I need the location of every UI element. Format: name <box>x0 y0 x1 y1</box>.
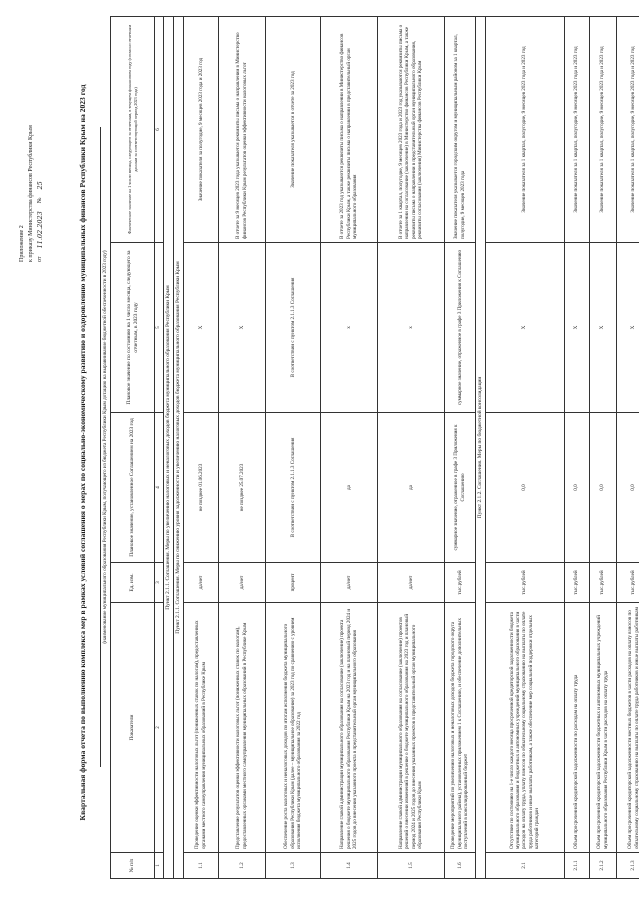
row-unit: да/нет <box>320 563 377 603</box>
index-cell: 1 <box>155 853 164 879</box>
document-title: Квартальная форма отчета по выполнению комплекса мер в рамках условий соглашения о мерах по социально-экономическому развитию и оздоровлению муниципальных финансов Республики Крым на 2023 год <box>78 84 87 821</box>
index-cell: 4 <box>155 413 164 563</box>
row-number: 2.1.1 <box>564 853 589 879</box>
row-unit: тыс.рублей <box>589 563 616 603</box>
row-planned: не позднее 25.07.2023 <box>218 413 265 563</box>
row-unit: да/нет <box>218 563 265 603</box>
number-prefix: № <box>37 197 44 204</box>
number-value: 25 <box>36 181 44 190</box>
table-row <box>616 17 639 879</box>
row-planned: 0,0 <box>564 413 589 563</box>
row-actual: Значение показателя указывается в отчете за 2023 год <box>265 17 320 243</box>
row-actual: Значение показателя за 1 квартал, полугодие, 9 месяцев 2023 года и 2023 год <box>589 17 616 243</box>
row-number: 2.1.2 <box>589 853 616 879</box>
row-planned: В соответствии с пунктом 2.1.1.3 Соглашения <box>265 413 320 563</box>
row-planned: не позднее 01.06.2023 <box>183 413 218 563</box>
row-unit: да/нет <box>377 563 444 603</box>
row-actual: Значение показателя за 1 квартал, полугодие, 9 месяцев 2023 года и 2023 год <box>485 17 564 243</box>
row-unit: тыс.рублей <box>564 563 589 603</box>
section-2-heading: Пункт 2.1.2. Соглашения. Меры по бюджетной консолидации <box>475 17 485 879</box>
row-indicator: Представление результатов оценки эффективности налоговых льгот (пониженных ставок по налогам), предоставленных органами местного самоуправления муниципальных образований в Республике Крым <box>218 603 265 853</box>
row-indicator: Объем просроченной кредиторской задолженности по расходам на оплату труда <box>564 603 589 853</box>
subsection-1-heading: Пункт 2.1.1. Соглашения. Меры по снижению уровня задолженности и увеличению налоговых доходов бюджета муниципального образования Республики Крым <box>174 17 184 879</box>
row-number: 2.1.3 <box>616 853 639 879</box>
row-previous: Х <box>485 243 564 413</box>
row-actual: Значение показателя за полугодие, 9 месяцев 2023 года и 2023 год <box>183 17 218 243</box>
row-actual: В отчете за 9 месяцев 2023 года указывается реквизиты письма о направлении в Министерство финансов Республики Крым результатов оценки эффективности налоговых льгот <box>218 17 265 243</box>
row-indicator: Проведение мероприятий по увеличению налоговых и неналоговых доходов бюджета городского округа (муниципального района), установленных приложением 1 к Соглашению, и обеспечение дополнительных поступлений в консолидированный бюджет <box>444 603 475 853</box>
row-actual: Значение показателя за 1 квартал, полугодие, 9 месяцев 2023 года и 2023 год <box>564 17 589 243</box>
row-number: 2.1 <box>485 853 564 879</box>
row-indicator: Объем просроченной кредиторской задолженности бюджетных и автономных муниципальных учреждений муниципального образования Республики Крым в части расходов на оплату труда <box>589 603 616 853</box>
section-row <box>475 17 485 879</box>
row-number: 1.1 <box>183 853 218 879</box>
row-unit: тыс.рублей <box>616 563 639 603</box>
header-planned: Плановое значение, установленное Соглашением на 2023 год <box>111 413 155 563</box>
row-indicator: Направление главой администрации муниципального образования на согласование (заключение) проектов решений о внесении изменений в решение о бюджете муниципального образования на 2023 год и плановый период 2024 и 2025 годов до внесения указанных проектов в представительный орган муниципального образования Республики Крым <box>377 603 444 853</box>
row-previous: Х <box>183 243 218 413</box>
row-number: 1.2 <box>218 853 265 879</box>
date-prefix: от <box>37 256 44 262</box>
row-indicator: Проведение оценки эффективности налоговых льгот (пониженных ставок по налогам), предоставленных органами местного самоуправления муниципальных образований в Республике Крым <box>183 603 218 853</box>
index-cell: 2 <box>155 603 164 853</box>
index-cell: 5 <box>155 243 164 413</box>
document-subtitle: (наименование муниципального образования Республики Крым, получающего из бюджета Республики Крым дотацию на выравнивание бюджетной обеспеченности в 2023 году) <box>102 250 108 644</box>
table-row <box>265 17 320 879</box>
table-row <box>564 17 589 879</box>
row-previous: Х <box>616 243 639 413</box>
row-previous: Х <box>218 243 265 413</box>
table-row <box>444 17 475 879</box>
appendix-line-2: к приказу Министерства финансов Республики Крым <box>28 125 34 262</box>
row-previous: Х <box>564 243 589 413</box>
index-cell: 6 <box>155 17 164 243</box>
header-unit: Ед. изм. <box>111 563 155 603</box>
row-unit: тыс.рублей <box>485 563 564 603</box>
row-indicator: Отсутствие по состоянию на 1-е число каждого месяца просроченной кредиторской задолженности бюджета муниципального образования и бюджетных и автономных учреждений муниципального образования в части расходов на оплату труда, уплату взносов по обязательному социальному страхованию на выплаты по оплате труда работников и иные выплаты работникам, а также обеспечение мер социальной поддержки отдельных категорий граждан <box>485 603 564 853</box>
appendix-block <box>18 32 46 262</box>
row-actual: В отчете за 2023 год указываются реквизиты письма о направлении в Министерство финансов Республики Крым, а также реквизиты письма о направлении в представительный орган муниципального образования <box>320 17 377 243</box>
table-row <box>218 17 265 879</box>
table-row <box>377 17 444 879</box>
appendix-date-row <box>36 32 46 262</box>
row-previous: В соответствии с пунктом 2.1.1.3 Соглашения <box>265 243 320 413</box>
header-previous: Плановое значение по состоянию на 1 число месяца, следующего за отчетным, в 2023 году <box>111 243 155 413</box>
row-unit: да/нет <box>183 563 218 603</box>
row-unit: процент <box>265 563 320 603</box>
header-actual: Фактическое значение на 1 число месяца, следующего за отчетным, в текущем финансовом году (согласно отчетным данным за соответствующий период 2023 года) <box>111 17 155 243</box>
index-cell: 3 <box>155 563 164 603</box>
row-planned: 0,0 <box>616 413 639 563</box>
report-table-wrapper <box>110 17 639 879</box>
row-planned: 0,0 <box>485 413 564 563</box>
row-actual: Значение показателя указывается городским округом и муниципальным районом за 1 квартал, полугодие, 9 месяцев 2023 года <box>444 17 475 243</box>
row-planned: да <box>320 413 377 563</box>
report-table <box>110 16 639 879</box>
row-previous: Х <box>589 243 616 413</box>
row-previous: суммарное значение, отраженное в графе 3 Приложения к Соглашению <box>444 243 475 413</box>
appendix-line-1: Приложение 2 <box>19 225 25 262</box>
section-1-heading: Пункт 2.1.1. Соглашения. Меры по увеличению налоговых и неналоговых доходов бюджета муниципального образования Республики Крым <box>164 17 174 879</box>
section-row <box>174 17 184 879</box>
row-previous: х <box>320 243 377 413</box>
row-number: 1.3 <box>265 853 320 879</box>
row-previous: х <box>377 243 444 413</box>
row-number: 1.6 <box>444 853 475 879</box>
index-row <box>155 17 164 879</box>
subtitle-underline <box>100 127 101 767</box>
table-row <box>183 17 218 879</box>
row-number: 1.4 <box>320 853 377 879</box>
row-planned: суммарное значение, отраженное в графе 3 Приложения к Соглашению <box>444 413 475 563</box>
header-num: № п/п <box>111 853 155 879</box>
header-indicator: Показатели <box>111 603 155 853</box>
date-value: 11.02.2023 <box>36 211 44 249</box>
row-number: 1.5 <box>377 853 444 879</box>
row-planned: да <box>377 413 444 563</box>
row-indicator: Обеспечение роста налоговых и неналоговых доходов по итогам исполнения бюджета муниципального образования Республики Крым (далее – муниципальное образование) за 2023 год по сравнению с уровнем исполнения бюджета муниципального образования за 2022 год <box>265 603 320 853</box>
row-indicator: Направление главой администрации муниципального образования на согласование (заключение) проекта решения о бюджете муниципального образования Республики Крым на 2023 год и на плановый период 2024 и 2025 годов до внесения указанного проекта в представительный орган муниципального образования <box>320 603 377 853</box>
row-planned: 0,0 <box>589 413 616 563</box>
row-actual: Значение показателя за 1 квартал, полугодие, 9 месяцев 2023 года и 2023 год <box>616 17 639 243</box>
table-row <box>589 17 616 879</box>
section-row <box>164 17 174 879</box>
row-indicator: Объем просроченной кредиторской задолженности местных бюджетов в части расходов на оплату взносов по обязательному социальному страхованию на выплаты по оплате труда работников и иные выплаты работникам <box>616 603 639 853</box>
row-actual: В отчете за 1 квартал, полугодие, 9 месяцев 2023 года и 2023 год указываются реквизиты письма о направлении на согласование (заключение) в Министерство финансов Республики Крым, а также реквизиты письма о направлении в представительный орган муниципального образования, реквизиты согласования (заключения) Министерства финансов Республики Крым <box>377 17 444 243</box>
row-unit: тыс.рублей <box>444 563 475 603</box>
header-row <box>111 17 155 879</box>
table-row <box>320 17 377 879</box>
table-row <box>485 17 564 879</box>
